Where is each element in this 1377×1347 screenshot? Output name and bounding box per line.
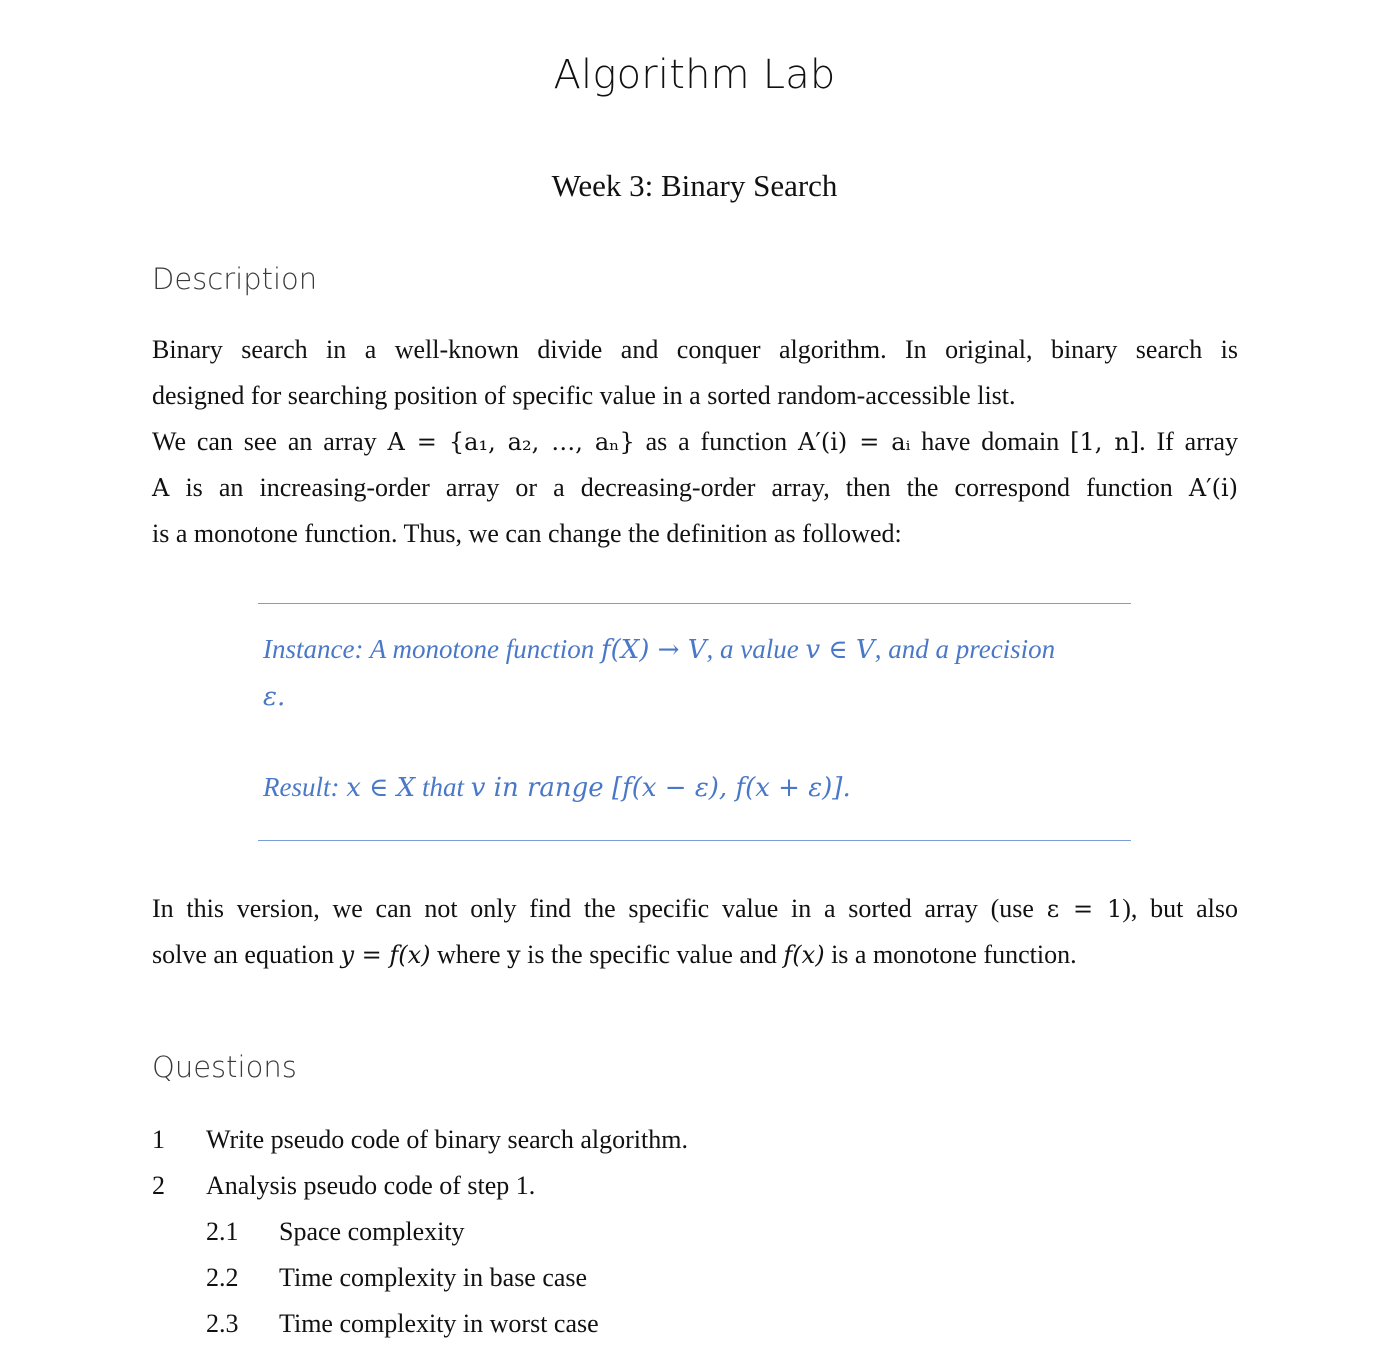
math-epsilon-one: ε = 1 bbox=[1046, 895, 1123, 923]
math-array-def: A = {a₁, a₂, …, aₙ} bbox=[387, 428, 635, 456]
definition-box bbox=[258, 603, 1131, 841]
item-number: 2.1 bbox=[206, 1217, 239, 1246]
math-y: y bbox=[507, 941, 521, 969]
text-fragment: In this version, we can not only find the specific value in a sorted array (use bbox=[152, 894, 1034, 923]
item-number: 1 bbox=[152, 1125, 165, 1154]
item-text: Time complexity in worst case bbox=[279, 1309, 599, 1338]
math-monotone-function: f(X) → V bbox=[600, 635, 707, 665]
version-paragraph bbox=[152, 886, 1238, 978]
text-fragment: where bbox=[437, 940, 501, 969]
description-line-2: designed for searching position of specific value in a sorted random-accessible list. bbox=[152, 381, 1016, 410]
text-fragment: Instance: A monotone function bbox=[263, 634, 595, 664]
description-line-4 bbox=[152, 465, 1238, 511]
text-fragment: , a value bbox=[706, 634, 799, 664]
math-array-name: A bbox=[152, 474, 170, 502]
text-fragment: is a monotone function. bbox=[831, 940, 1077, 969]
math-x-in-X: x ∈ X bbox=[346, 773, 416, 803]
item-text: Time complexity in base case bbox=[279, 1263, 588, 1292]
document-title: Algorithm Lab bbox=[553, 52, 836, 98]
text-fragment: that bbox=[421, 772, 464, 802]
document-subtitle: Week 3: Binary Search bbox=[551, 168, 838, 203]
item-text: Write pseudo code of binary search algorithm. bbox=[206, 1125, 688, 1154]
math-range: v in range [f(x − ε), f(x + ε)]. bbox=[470, 773, 851, 803]
text-fragment: solve an equation bbox=[152, 940, 334, 969]
version-line-2 bbox=[152, 932, 1238, 978]
math-fx: f(x) bbox=[783, 941, 825, 969]
math-value: v ∈ V bbox=[805, 635, 875, 665]
text-fragment: as a function bbox=[645, 427, 788, 456]
description-line-1: Binary search in a well-known divide and conquer algorithm. In original, binary search is bbox=[152, 335, 1238, 364]
item-text: Space complexity bbox=[279, 1217, 465, 1246]
item-number: 2.3 bbox=[206, 1309, 239, 1338]
version-line-1 bbox=[152, 886, 1238, 932]
math-domain: [1, n] bbox=[1070, 428, 1140, 456]
text-fragment: , and a precision bbox=[874, 634, 1056, 664]
math-function-name: A′(i) bbox=[1188, 474, 1239, 502]
text-fragment: is the specific value and bbox=[527, 940, 777, 969]
math-function-def: A′(i) = aᵢ bbox=[798, 428, 911, 456]
text-fragment: have domain bbox=[921, 427, 1060, 456]
definition-result bbox=[263, 772, 1125, 803]
item-number: 2.2 bbox=[206, 1263, 239, 1292]
math-equation: y = f(x) bbox=[340, 941, 431, 969]
text-fragment: Result: bbox=[263, 772, 340, 802]
text-fragment: We can see an array bbox=[152, 427, 377, 456]
text-fragment: ), but also bbox=[1122, 894, 1239, 923]
item-text: Analysis pseudo code of step 1. bbox=[206, 1171, 536, 1200]
definition-instance bbox=[263, 634, 1125, 665]
description-line-3 bbox=[152, 419, 1238, 465]
text-fragment: is an increasing-order array or a decreasing-order array, then the correspond function bbox=[185, 473, 1173, 502]
description-line-5: is a monotone function. Thus, we can change the definition as followed: bbox=[152, 519, 902, 548]
description-heading: Description bbox=[152, 262, 318, 296]
description-paragraph bbox=[152, 327, 1238, 557]
questions-heading: Questions bbox=[152, 1050, 297, 1084]
text-fragment: . If array bbox=[1139, 427, 1239, 456]
item-number: 2 bbox=[152, 1171, 165, 1200]
definition-precision bbox=[263, 681, 1125, 712]
math-epsilon: ε. bbox=[263, 682, 286, 712]
